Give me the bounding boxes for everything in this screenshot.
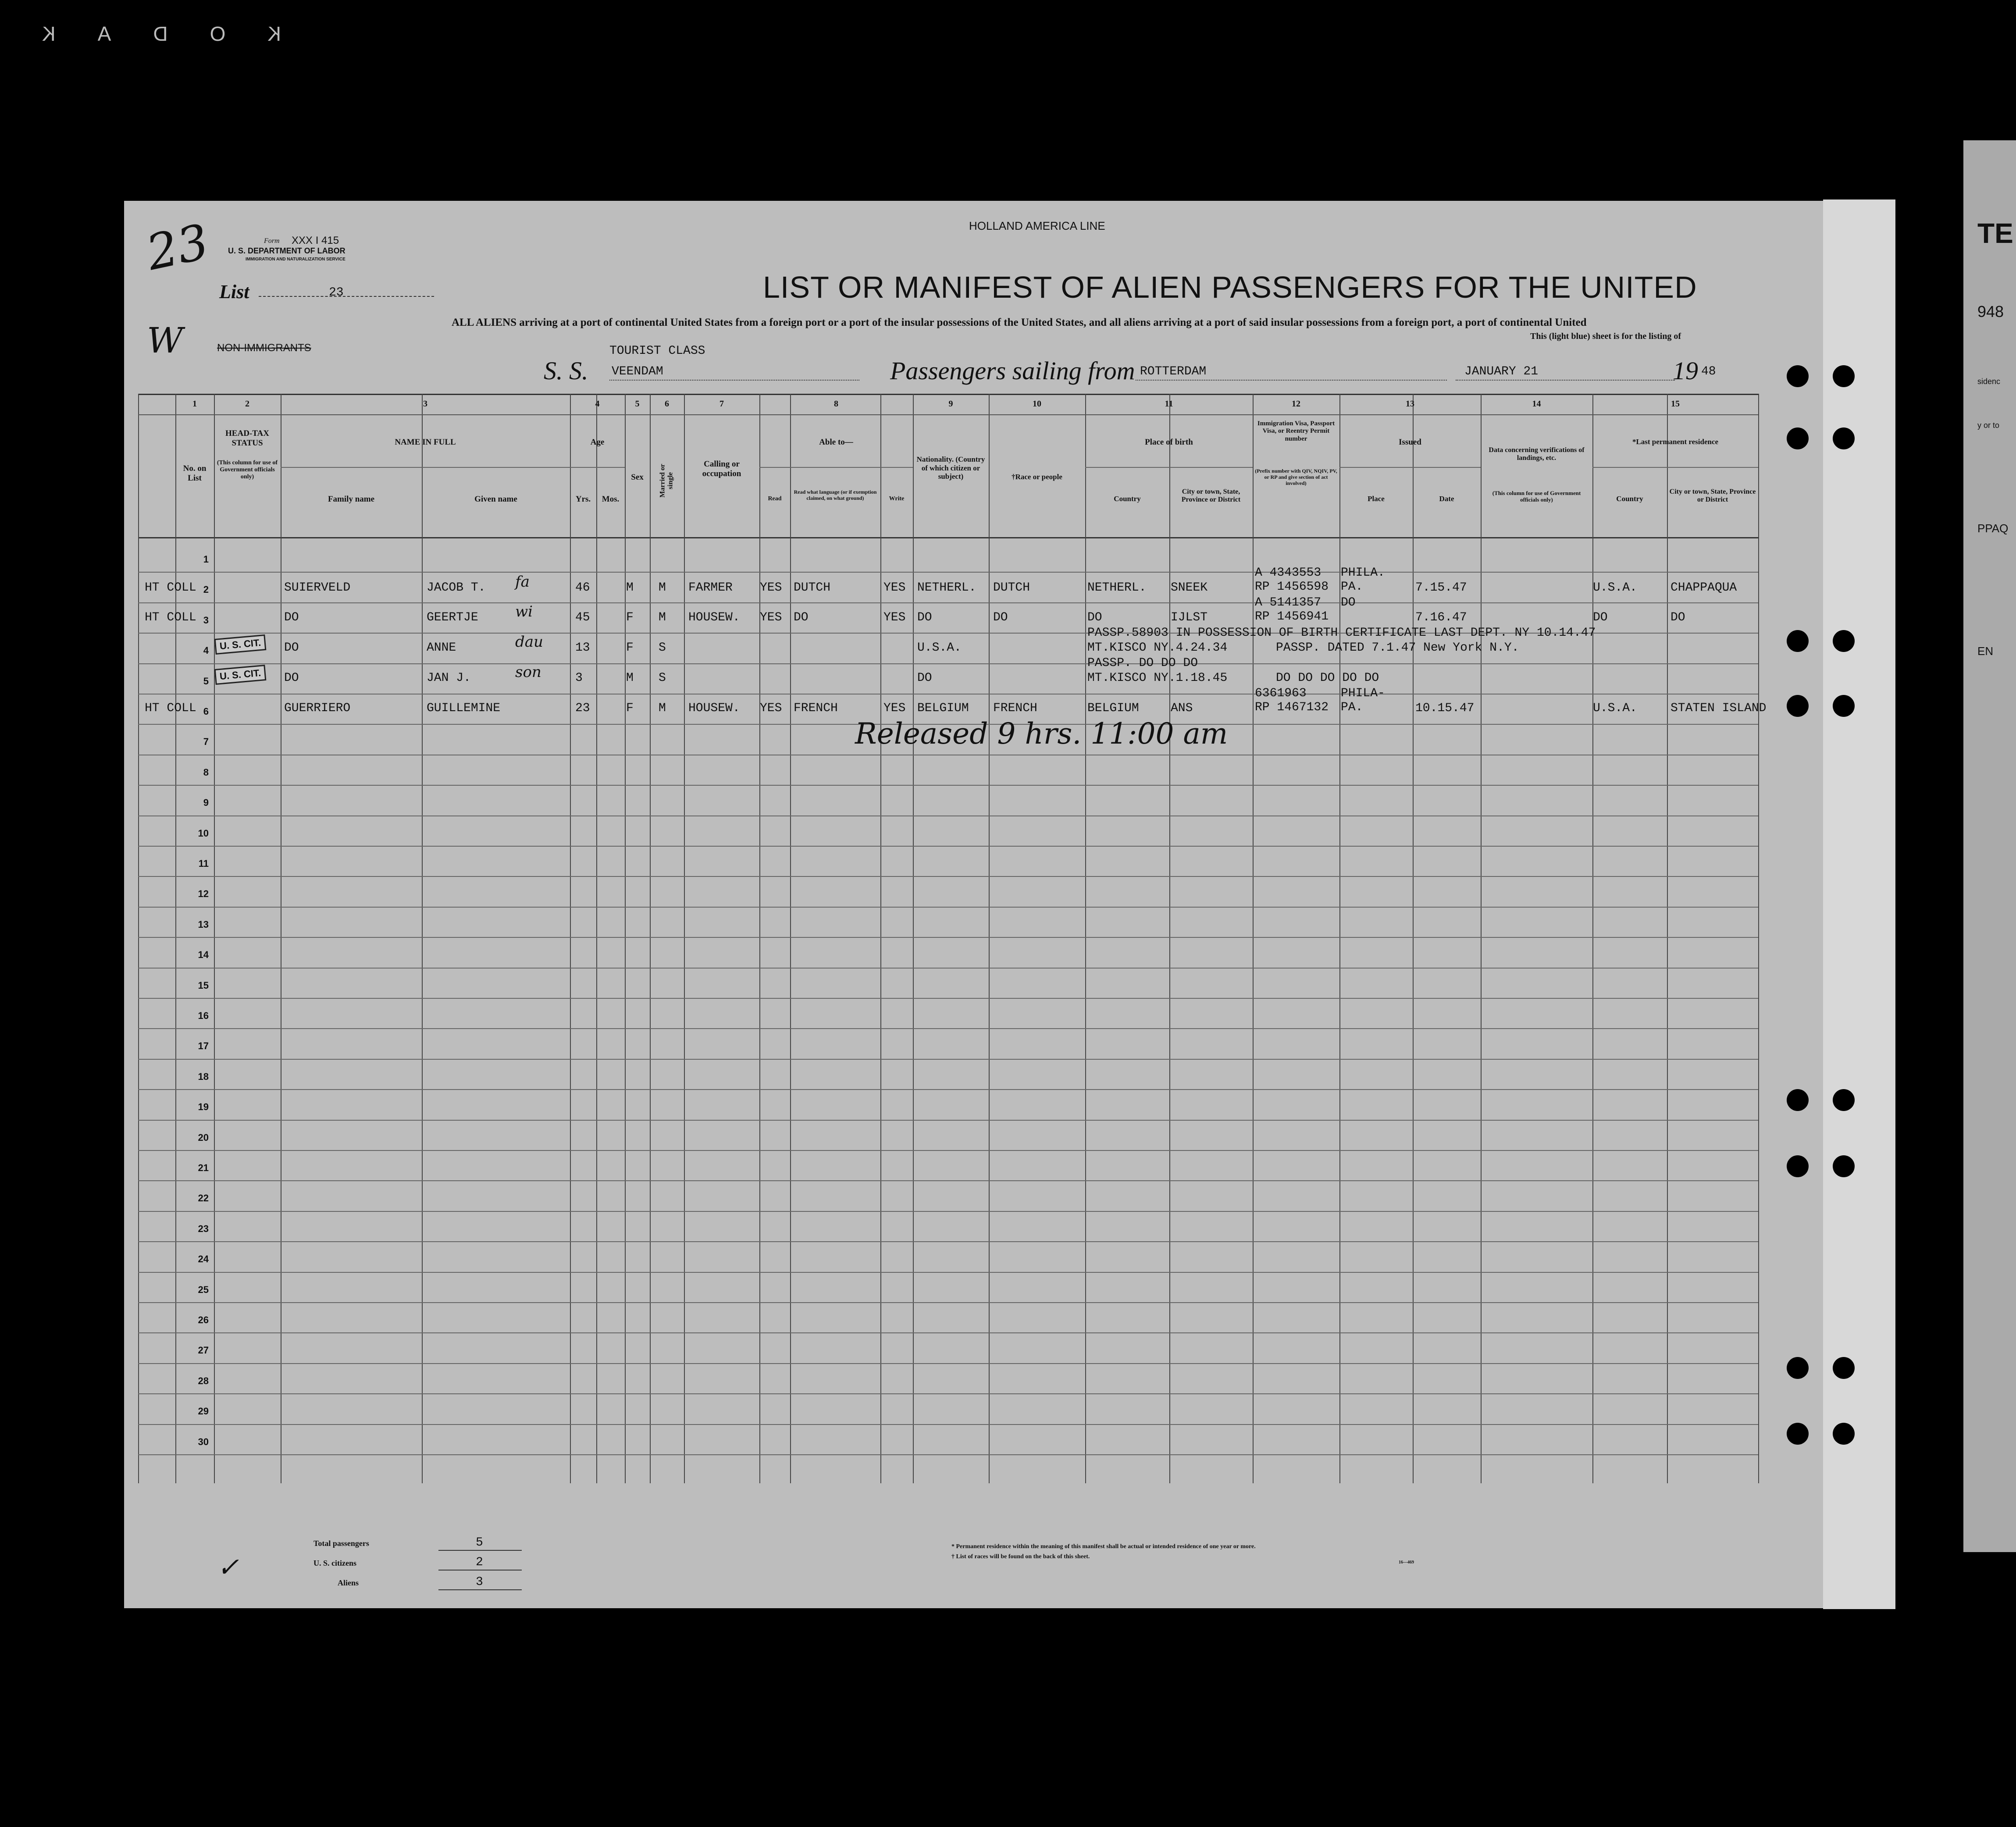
cell-age-years: 23 <box>575 702 590 715</box>
department: U. S. DEPARTMENT OF LABOR <box>228 246 345 255</box>
cell-residence-country: DO <box>1593 611 1608 624</box>
cell-relationship: son <box>515 663 541 681</box>
cell-given-name: ANNE <box>427 641 456 655</box>
cell-occupation: FARMER <box>688 581 733 595</box>
cell-write: YES <box>883 702 906 715</box>
col-header-birth-country: Country <box>1114 495 1141 503</box>
row-number: 6 <box>203 706 209 717</box>
row-line <box>138 1363 1758 1364</box>
sailing-label: Passengers sailing from <box>890 356 1135 385</box>
cell-write: YES <box>883 581 906 595</box>
cell-residence-city: CHAPPAQUA <box>1671 581 1737 595</box>
row-line <box>138 1028 1758 1029</box>
col-header-residence-country: Country <box>1616 495 1643 503</box>
row-line <box>138 1424 1758 1425</box>
cell-visa-number: A 5141357 <box>1255 596 1321 609</box>
row-number: 20 <box>198 1132 209 1143</box>
manifest-subtitle: ALL ALIENS arriving at a port of continental United States from a foreign port or a port of the insular possessions of the United States, and all aliens arriving at a port of said insular possessions from a foreign port, a port of continental United <box>452 317 1587 328</box>
cell-head-tax: HT COLL <box>145 581 196 595</box>
cell-given-name: JAN J. <box>427 671 471 685</box>
col-header-years: Yrs. <box>575 495 591 504</box>
checkmark: ✓ <box>217 1552 239 1583</box>
row-line <box>138 1393 1758 1394</box>
handwritten-initial: W <box>147 320 183 361</box>
col-header-occupation: Calling or occupation <box>702 459 741 478</box>
cell-family-name: DO <box>284 611 299 624</box>
row-number: 28 <box>198 1375 209 1386</box>
col-header-issued: Issued <box>1399 438 1421 447</box>
list-underline <box>259 296 434 297</box>
row-line <box>138 998 1758 999</box>
row-number: 29 <box>198 1406 209 1417</box>
punch-hole <box>1833 365 1855 387</box>
row-number: 11 <box>198 858 209 869</box>
cell-head-tax: HT COLL <box>145 611 196 624</box>
row-line <box>138 907 1758 908</box>
row-line <box>138 876 1758 877</box>
us-citizens-label: U. S. citizens <box>313 1559 356 1567</box>
cell-read: YES <box>760 581 782 595</box>
list-label: List <box>219 281 249 303</box>
row-line <box>138 846 1758 847</box>
cell-given-name: JACOB T. <box>427 581 486 595</box>
row-line <box>138 1302 1758 1303</box>
edge-text-6: sidenc <box>1977 377 2001 386</box>
cell-permit-number: RP 1467132 <box>1255 701 1329 714</box>
aliens: 3 <box>476 1575 483 1589</box>
us-citizen-stamp: U. S. CIT. <box>214 665 267 685</box>
cell-birth-city: ANS <box>1171 702 1193 715</box>
cell-sex: F <box>626 641 634 655</box>
row-line <box>138 968 1758 969</box>
row-line <box>138 1332 1758 1333</box>
cell-family-name: DO <box>284 671 299 685</box>
col-header-issued-date: Date <box>1439 495 1454 503</box>
footnote-2: † List of races will be found on the back of this sheet. <box>951 1553 1090 1560</box>
punch-hole <box>1833 1423 1855 1445</box>
edge-text-1: TE <box>1977 217 2013 249</box>
col-header-visa-note: (Prefix number with QIV, NQIV, PV, or RP and give section of act involved) <box>1255 468 1337 486</box>
row-number: 18 <box>198 1071 209 1082</box>
cell-language: FRENCH <box>794 702 838 715</box>
cell-permit-number: RP 1456941 <box>1255 610 1329 623</box>
row-line <box>138 1241 1758 1242</box>
col-number-9: 9 <box>948 399 953 409</box>
col-header-verifications: Data concerning verifications of landings, etc. <box>1489 446 1585 462</box>
cell-passport-note: PASSP.58903 IN POSSESSION OF BIRTH CERTIFICATE LAST DEPT. NY 10.14.47 <box>1087 626 1596 640</box>
total-underline <box>438 1550 522 1551</box>
col-header-residence-city: City or town, State, Province or District <box>1669 488 1756 504</box>
row-number: 15 <box>198 979 209 991</box>
tourist-class: TOURIST CLASS <box>609 344 705 358</box>
punch-hole <box>1833 427 1855 449</box>
cell-nationality: BELGIUM <box>917 702 969 715</box>
punch-hole <box>1787 1357 1809 1379</box>
col-header-able-to: Able to— <box>819 438 853 447</box>
us-citizen-stamp: U. S. CIT. <box>214 634 267 655</box>
year-suffix: 48 <box>1701 365 1716 378</box>
col-number-13: 13 <box>1406 399 1414 409</box>
cell-read: YES <box>760 702 782 715</box>
date-underline <box>1456 380 1675 381</box>
row-number: 14 <box>198 949 209 961</box>
row-number: 9 <box>203 797 209 808</box>
cell-sex: M <box>626 581 634 595</box>
row-line <box>138 1120 1758 1121</box>
cell-issued-place: PHILA- <box>1341 687 1385 700</box>
punch-hole <box>1833 1089 1855 1111</box>
form-number: XXX I 415 <box>292 235 339 246</box>
edge-text-7: y or to <box>1977 421 2000 430</box>
punch-hole <box>1833 1155 1855 1177</box>
col-header-head-tax-note: (This column for use of Government officials only) <box>217 459 278 481</box>
cell-birth-country: MT.KISCO NY.4.24.34 <box>1087 641 1228 655</box>
row-number: 21 <box>198 1162 209 1173</box>
cell-sex: F <box>626 611 634 624</box>
row-line <box>138 1089 1758 1090</box>
cell-birth-country: BELGIUM <box>1087 702 1139 715</box>
row-number: 5 <box>203 675 209 687</box>
total-passengers: 5 <box>476 1536 483 1549</box>
cell-marital-status: M <box>659 702 666 715</box>
cell-birth-city: SNEEK <box>1171 581 1208 595</box>
col-number-8: 8 <box>834 399 838 409</box>
col-number-12: 12 <box>1292 399 1300 409</box>
row-number: 30 <box>198 1436 209 1447</box>
citizens-underline <box>438 1570 522 1571</box>
port-underline <box>1136 380 1447 381</box>
row-number: 19 <box>198 1101 209 1113</box>
col-header-married: Married or single <box>659 463 674 498</box>
col-header-read-language: Read what language (or if exemption claimed, on what ground) <box>794 489 877 501</box>
cell-head-tax: HT COLL <box>145 702 196 715</box>
cell-sex: M <box>626 671 634 685</box>
cell-marital-status: M <box>659 581 666 595</box>
cell-age-years: 13 <box>575 641 590 655</box>
cell-language: DUTCH <box>794 581 831 595</box>
row-number: 24 <box>198 1254 209 1265</box>
punch-hole <box>1787 630 1809 652</box>
cell-given-name: GUILLEMINE <box>427 702 501 715</box>
punch-hole <box>1787 1423 1809 1445</box>
cell-passport-note-2: PASSP. DATED 7.1.47 New York N.Y. <box>1276 641 1519 655</box>
row-number: 2 <box>203 584 209 595</box>
row-line <box>138 1180 1758 1181</box>
cell-issued-place-2: PA. <box>1341 580 1363 594</box>
row-line <box>138 1211 1758 1212</box>
col-number-5: 5 <box>635 399 640 409</box>
handwritten-release-note: Released 9 hrs. 11:00 am <box>855 717 1228 751</box>
col-header-residence: *Last permanent residence <box>1632 438 1719 446</box>
cell-write: YES <box>883 611 906 624</box>
cell-birth-country: DO <box>1087 611 1102 624</box>
cell-relationship: dau <box>515 633 543 651</box>
footnote-1: * Permanent residence within the meaning of this manifest shall be actual or intended residence of one year or more. <box>951 1543 1256 1550</box>
cell-family-name: GUERRIERO <box>284 702 351 715</box>
col-header-verifications-note: (This column for use of Government officials only) <box>1492 490 1581 503</box>
row-number: 27 <box>198 1345 209 1356</box>
ship-name: VEENDAM <box>612 365 663 378</box>
col-header-issued-place: Place <box>1368 495 1385 503</box>
row-line <box>138 1059 1758 1060</box>
row-number: 23 <box>198 1223 209 1234</box>
col-number-2: 2 <box>245 399 249 409</box>
us-citizens: 2 <box>476 1556 483 1569</box>
cell-passport-note-2: DO DO DO DO DO <box>1276 671 1379 685</box>
col-number-6: 6 <box>665 399 669 409</box>
col-header-place-of-birth: Place of birth <box>1145 438 1193 447</box>
cell-birth-city: IJLST <box>1171 611 1208 624</box>
ss-label: S. S. <box>544 356 588 385</box>
cell-race: FRENCH <box>993 702 1037 715</box>
cell-residence-country: U.S.A. <box>1593 581 1637 595</box>
list-number: 23 <box>329 286 344 299</box>
manifest-subtitle-2: This (light blue) sheet is for the listing of <box>1530 331 1681 341</box>
col-header-months: Mos. <box>602 495 620 504</box>
cell-issued-date: 7.16.47 <box>1415 611 1467 624</box>
cell-visa-number: A 4343553 <box>1255 566 1321 580</box>
row-line <box>138 572 1758 573</box>
col-header-read: Read <box>768 495 782 502</box>
col-header-age: Age <box>590 438 605 447</box>
row-number: 1 <box>203 554 209 565</box>
edge-text-3: 948 <box>1977 303 2004 321</box>
cell-occupation: HOUSEW. <box>688 611 740 624</box>
cell-issued-place: PHILA. <box>1341 566 1385 580</box>
cell-relationship: fa <box>515 573 530 591</box>
col-header-visa: Immigration Visa, Passport Visa, or Reentry Permit number <box>1257 420 1335 442</box>
col-number-10: 10 <box>1033 399 1041 409</box>
row-line <box>138 1454 1758 1455</box>
col-header-name: NAME IN FULL <box>395 438 456 447</box>
row-number: 13 <box>198 919 209 930</box>
sailing-date: JANUARY 21 <box>1464 365 1539 378</box>
form-label: Form <box>264 237 280 245</box>
cell-birth-country: MT.KISCO NY.1.18.45 <box>1087 671 1228 685</box>
cell-sex: F <box>626 702 634 715</box>
row-number: 10 <box>198 827 209 839</box>
cell-marital-status: S <box>659 641 666 655</box>
col-header-no-on-list: No. on List <box>183 464 207 483</box>
punch-hole <box>1833 630 1855 652</box>
col-number-1: 1 <box>192 399 197 409</box>
punch-hole <box>1833 695 1855 717</box>
punch-hole <box>1787 365 1809 387</box>
cell-occupation: HOUSEW. <box>688 702 740 715</box>
cell-nationality: DO <box>917 611 932 624</box>
row-number: 7 <box>203 736 209 748</box>
col-number-7: 7 <box>719 399 724 409</box>
cell-marital-status: M <box>659 611 666 624</box>
row-number: 3 <box>203 614 209 626</box>
cell-residence-city: STATEN ISLAND <box>1671 702 1767 715</box>
row-line <box>138 937 1758 938</box>
adjacent-sheet-edge <box>1963 140 2016 1552</box>
punch-hole <box>1833 1357 1855 1379</box>
cell-issued-date: 10.15.47 <box>1415 702 1475 715</box>
edge-text-4: PPAQ <box>1977 522 2009 535</box>
row-line <box>138 785 1758 786</box>
cell-residence-city: DO <box>1671 611 1685 624</box>
col-header-head-tax: HEAD-TAX STATUS <box>225 429 269 448</box>
cell-read: YES <box>760 611 782 624</box>
year-prefix: 19 <box>1673 356 1698 385</box>
cell-nationality: NETHERL. <box>917 581 976 595</box>
col-number-3: 3 <box>423 399 427 409</box>
row-number: 8 <box>203 766 209 778</box>
col-header-given-name: Given name <box>474 495 517 504</box>
row-number: 17 <box>198 1040 209 1052</box>
manifest-title: LIST OR MANIFEST OF ALIEN PASSENGERS FOR THE UNITED <box>763 270 1697 304</box>
cell-age-years: 46 <box>575 581 590 595</box>
cell-issued-place-2: PA. <box>1341 701 1363 714</box>
ship-underline <box>609 380 859 381</box>
line-name: HOLLAND AMERICA LINE <box>969 219 1105 232</box>
category-label: NON-IMMIGRANTS <box>217 342 311 354</box>
aliens-label: Aliens <box>338 1578 359 1587</box>
cell-nationality: U.S.A. <box>917 641 962 655</box>
cell-issued-place: DO <box>1341 596 1356 609</box>
col-header-sex: Sex <box>631 473 644 482</box>
col-number-11: 11 <box>1165 399 1173 409</box>
total-passengers-label: Total passengers <box>313 1539 369 1548</box>
cell-marital-status: S <box>659 671 666 685</box>
cell-given-name: GEERTJE <box>427 611 478 624</box>
film-mark: KODAK <box>0 22 281 45</box>
punch-hole <box>1787 695 1809 717</box>
col-header-write: Write <box>889 495 905 502</box>
handwritten-list-number: 23 <box>142 213 214 281</box>
col-header-nationality: Nationality. (Country of which citizen or subject) <box>916 455 985 481</box>
cell-passport-note: PASSP. DO DO DO <box>1087 656 1198 670</box>
cell-relationship: wi <box>515 603 533 620</box>
row-line <box>138 602 1758 603</box>
col-header-race: †Race or people <box>1012 473 1062 481</box>
col-number-4: 4 <box>595 399 600 409</box>
row-number: 26 <box>198 1314 209 1325</box>
cell-nationality: DO <box>917 671 932 685</box>
col-header-family-name: Family name <box>328 495 375 504</box>
row-number: 25 <box>198 1284 209 1295</box>
cell-issued-date: 7.15.47 <box>1415 581 1467 595</box>
row-line <box>138 1150 1758 1151</box>
form-code: 16—469 <box>1399 1560 1414 1565</box>
cell-birth-country: NETHERL. <box>1087 581 1147 595</box>
punch-hole <box>1787 427 1809 449</box>
row-number: 16 <box>198 1010 209 1021</box>
col-number-14: 14 <box>1532 399 1541 409</box>
row-number: 22 <box>198 1193 209 1204</box>
col-number-15: 15 <box>1671 399 1680 409</box>
edge-text-5: EN <box>1977 645 1994 658</box>
punch-hole <box>1787 1089 1809 1111</box>
port-name: ROTTERDAM <box>1140 365 1207 378</box>
sheet-right-strip <box>1823 199 1895 1609</box>
cell-residence-country: U.S.A. <box>1593 702 1637 715</box>
cell-language: DO <box>794 611 809 624</box>
col-header-birth-city: City or town, State, Province or District <box>1181 488 1241 504</box>
cell-age-years: 3 <box>575 671 583 685</box>
row-line <box>138 663 1758 664</box>
service: IMMIGRATION AND NATURALIZATION SERVICE <box>246 257 345 262</box>
manifest-table <box>138 394 1758 1482</box>
cell-family-name: DO <box>284 641 299 655</box>
cell-family-name: SUIERVELD <box>284 581 351 595</box>
punch-hole <box>1787 1155 1809 1177</box>
cell-race: DO <box>993 611 1008 624</box>
row-number: 4 <box>203 645 209 656</box>
row-number: 12 <box>198 888 209 900</box>
aliens-underline <box>438 1589 522 1590</box>
cell-visa-number: 6361963 <box>1255 687 1307 700</box>
cell-permit-number: RP 1456598 <box>1255 580 1329 594</box>
cell-race: DUTCH <box>993 581 1030 595</box>
cell-age-years: 45 <box>575 611 590 624</box>
row-line <box>138 1272 1758 1273</box>
